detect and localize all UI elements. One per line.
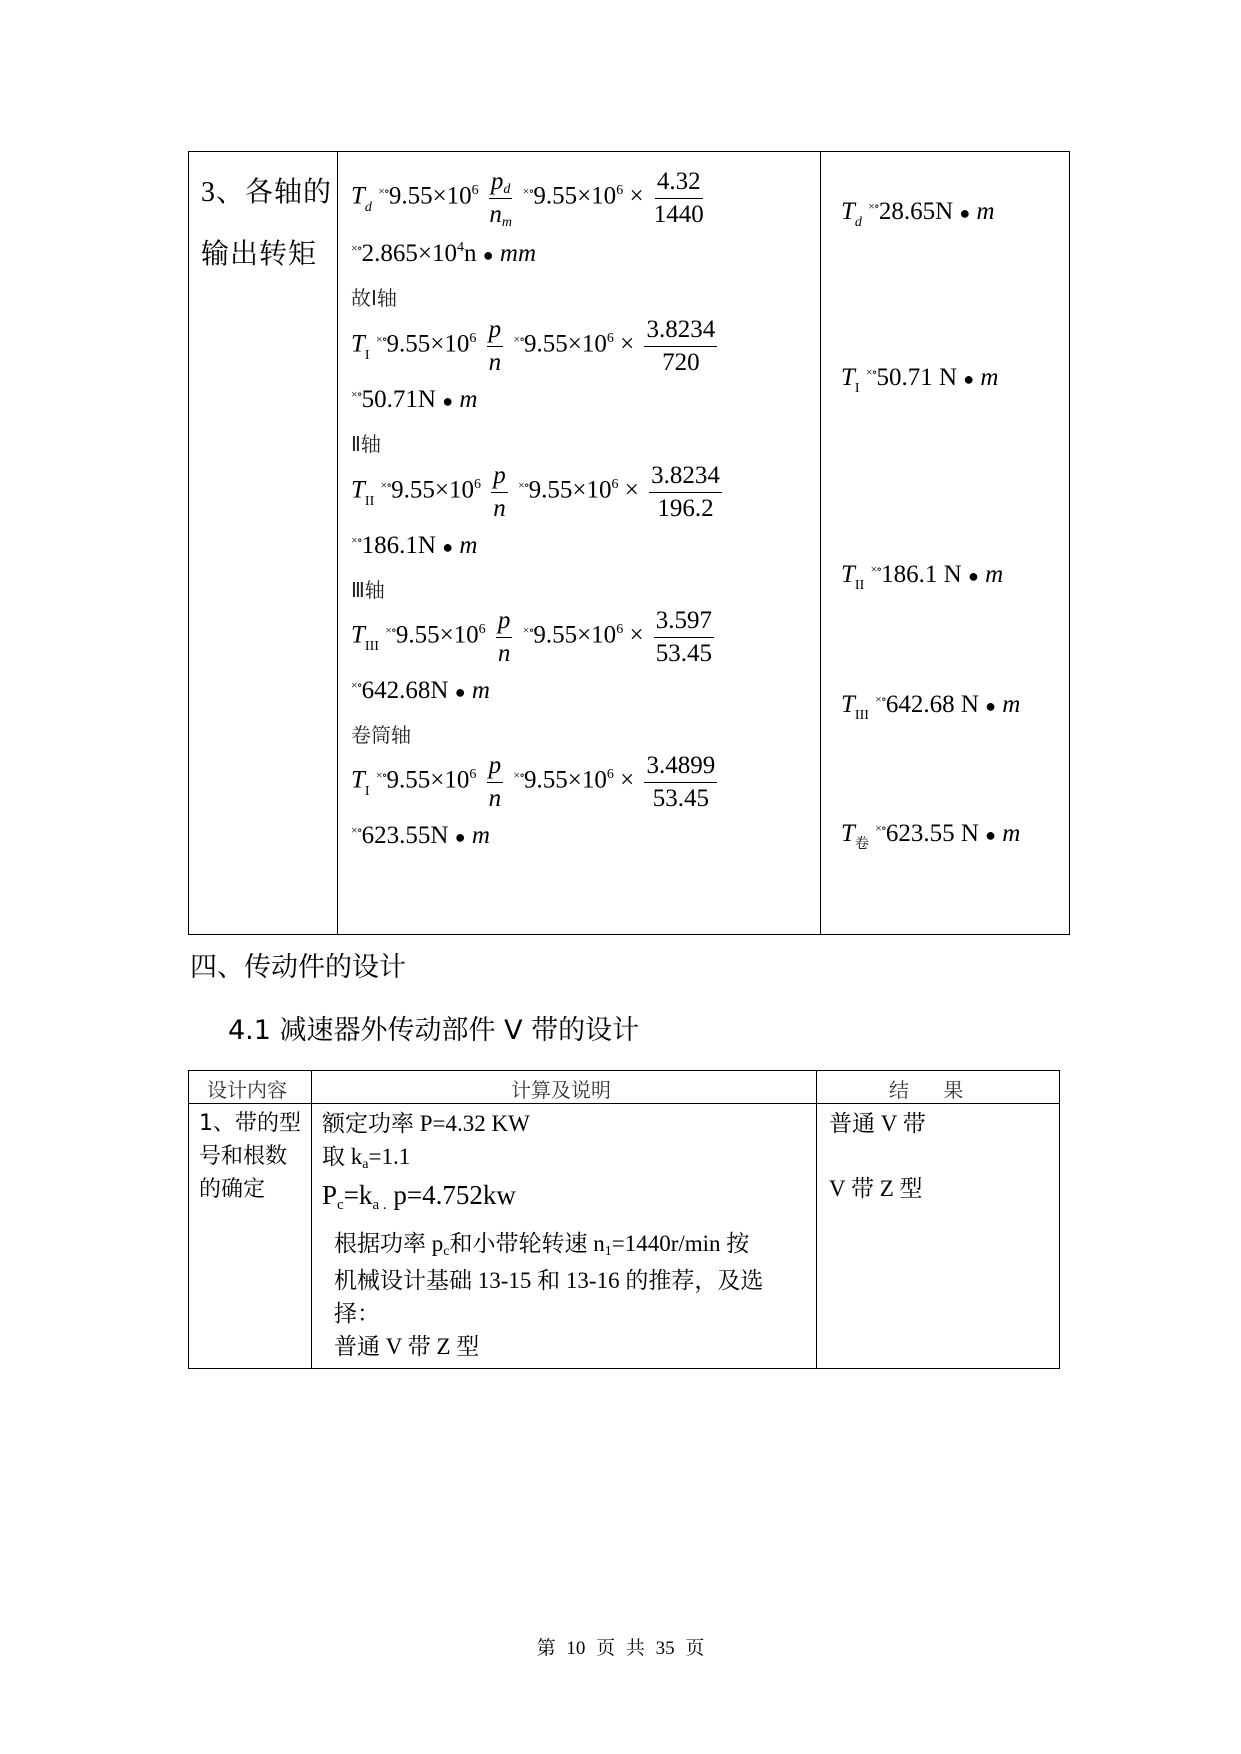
eq-td-result: $\times\circ 2.865\times 10^4n$ ● mm [351,240,536,267]
eq-td-unit: n [464,240,477,267]
calc-line-rated-power: 额定功率 P=4.32 KW [322,1111,530,1136]
eq-t2-num: 3.8234 [649,462,722,493]
row-label-line2: 号和根数 [199,1144,288,1169]
result-t1: $T_I$ ×∘50.71 N ● m [841,364,999,396]
row-label-line1: 3、各轴的 [201,177,333,208]
calc-line-ka: 取 ka=1.1 [322,1144,411,1172]
eq-t3-result-value: 642.68N [361,677,449,704]
caption-shaft-1: 故Ⅰ轴 [351,286,397,310]
section-title: 四、传动件的设计 [190,952,406,983]
calc-line-pc: Pc=ka . p=4.752kw [322,1180,516,1213]
eq-tdrum-result-value: 623.55N [361,822,449,849]
eq-t2: $T_{II}$ $\times\circ 9.55\times 10^6$ $\frac{p}{n}$ $\times\circ 9.55\times 10^6$ × $\frac{3.8234}{196.2}$ [351,462,720,522]
eq-t3-den: 53.45 [655,639,713,667]
eq-td-coef: 9.55×10 [388,182,472,210]
row-label-line2: 输出转矩 [201,239,318,270]
header-result: 结 果 [889,1078,964,1102]
result-t3-value: 642.68 N [885,691,979,718]
result-tdrum-value: 623.55 N [885,820,979,847]
calc-para4: 普通 V 带 Z 型 [334,1334,480,1359]
calc-para1-c: =1440r/min 按 [611,1231,750,1256]
calc-para3: 择： [334,1301,380,1326]
eq-tdrum: $T_I$ $\times\circ 9.55\times 10^6$ $\frac{p}{n}$ $\times\circ 9.55\times 10^6$ × $\frac{3.4899}{53.45}$ [351,752,716,812]
eq-td: $T_d$ $\times\circ 9.55\times 10^6$ $\frac{pd}{nm}$ $\times\circ 9.55\times 10^6$ × $\frac{4.32}{1440}$ [351,168,704,230]
calc-pc-post: p=4.752kw [393,1180,516,1210]
eq-tdrum-den: 53.45 [652,784,709,812]
calc-paragraph: 根据功率 pc和小带轮转速 n1=1440r/min 按 机械设计基础 13-15 和 13-16 的推荐，及选 择： 普通 V 带 Z 型 [334,1227,804,1363]
calc-para2: 机械设计基础 13-15 和 13-16 的推荐，及选 [334,1268,764,1293]
torque-table [188,151,1070,935]
caption-shaft-3: Ⅲ轴 [351,578,385,602]
result-t1-value: 50.71 N [876,364,958,391]
page-footer: 第 10 页 共 35 页 [536,1638,705,1659]
row-label-line1: 1、带的型 [199,1111,301,1136]
header-design-content: 设计内容 [207,1078,287,1102]
eq-tdrum-num: 3.4899 [644,752,717,783]
header-calculation: 计算及说明 [511,1078,611,1102]
eq-t2-result-value: 186.1N [361,532,436,559]
caption-shaft-2: Ⅱ轴 [351,432,381,456]
result-td-value: 28.65N [878,198,954,225]
eq-td-num: 4.32 [655,168,703,199]
eq-t1-result: ×∘50.71N ● m [351,386,478,413]
calc-pc-mid: =k [343,1180,373,1210]
result-t3: $T_{III}$ ×∘642.68 N ● m [841,691,1021,723]
calc-ka-pre: 取 k [322,1144,363,1169]
eq-tdrum-result: ×∘623.55N ● m [351,822,490,849]
eq-td-result-value: 2.865×10 [361,240,458,267]
result-line2: V 带 Z 型 [829,1176,923,1201]
eq-t2-den: 196.2 [657,494,714,522]
eq-td-den: 1440 [653,200,704,228]
calc-para1-b: 和小带轮转速 n [449,1231,605,1256]
eq-t3-num: 3.597 [654,607,714,638]
calc-para1-a: 根据功率 p [334,1231,444,1256]
section-subtitle: 4.1 减速器外传动部件 V 带的设计 [228,1015,640,1046]
eq-t2-result: ×∘186.1N ● m [351,532,478,559]
result-t2-value: 186.1 N [881,561,962,588]
eq-t3: $T_{III}$ $\times\circ 9.55\times 10^6$ $\frac{p}{n}$ $\times\circ 9.55\times 10^6$ × $\frac{3.597}{53.45}$ [351,607,713,667]
eq-t1-result-value: 50.71N [361,386,436,413]
row-label [199,1107,301,1206]
eq-t3-result: ×∘642.68N ● m [351,677,490,704]
result-tdrum: $T_卷$ ×∘623.55 N ● m [841,820,1021,852]
row-label-line3: 的确定 [199,1177,266,1202]
eq-t1: $T_I$ $\times\circ 9.55\times 10^6$ $\frac{p}{n}$ $\times\circ 9.55\times 10^6$ × $\frac{3.8234}{720}$ [351,316,716,376]
caption-drum-shaft: 卷筒轴 [351,723,411,747]
result-t2: $T_{II}$ ×∘186.1 N ● m [841,561,1004,593]
calc-pc-pre: P [322,1180,338,1210]
eq-t1-den: 720 [662,348,700,376]
eq-t1-num: 3.8234 [644,316,717,347]
v-belt-table [188,1070,1060,1369]
calc-ka-post: =1.1 [368,1144,411,1169]
result-line1: 普通 V 带 [829,1111,926,1136]
result-td: $T_d$ ×∘28.65N ● m [841,198,995,230]
